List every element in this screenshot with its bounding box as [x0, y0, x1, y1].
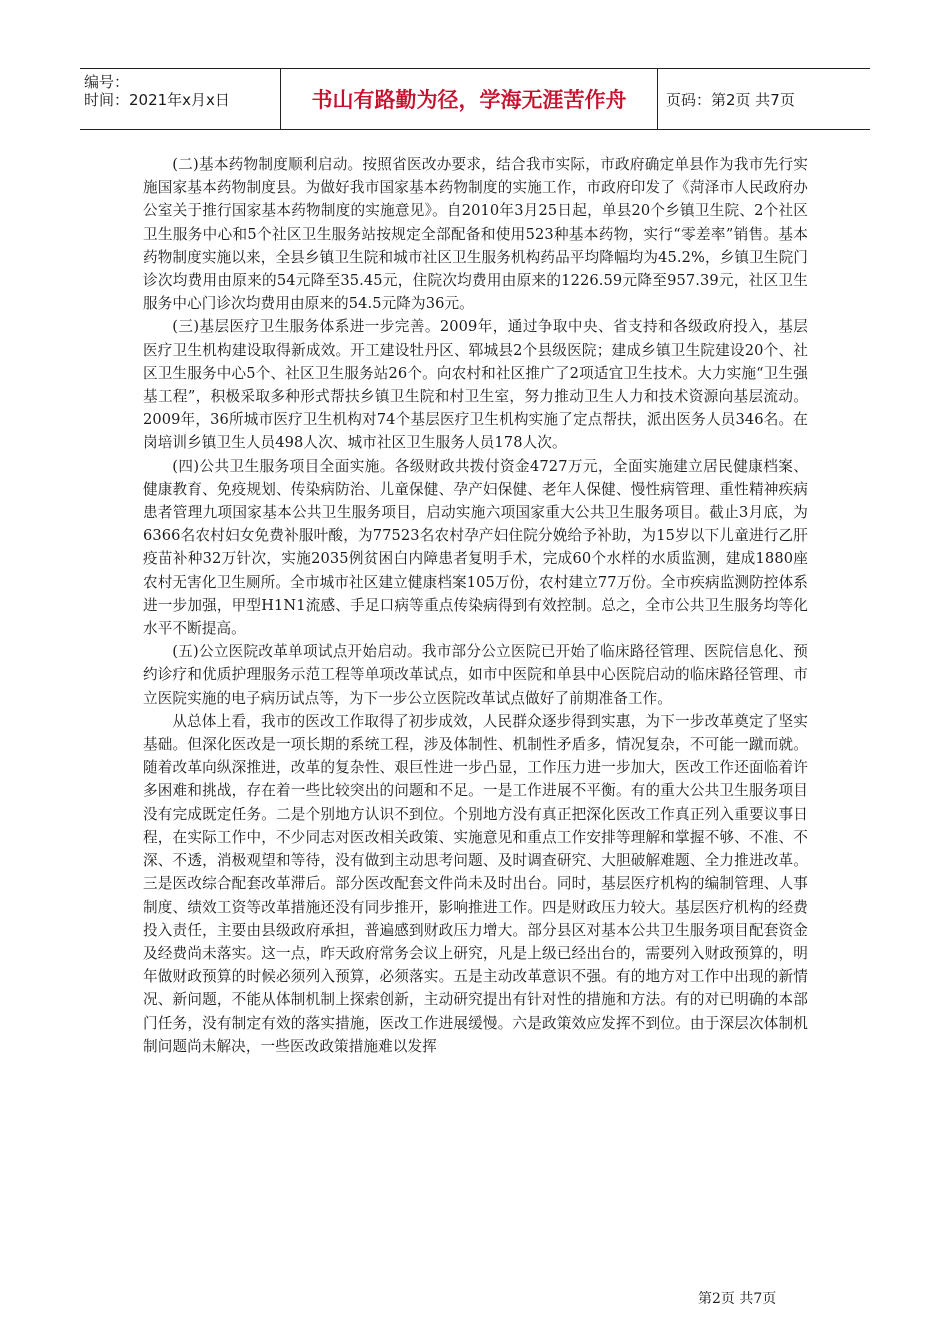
- number-label: 编号：: [84, 73, 130, 91]
- page-header: [80, 68, 870, 130]
- paragraph-overall-summary: 从总体上看，我市的医改工作取得了初步成效，人民群众逐步得到实惠，为下一步改革奠定了坚实基础。但深化医改是一项长期的系统工程，涉及体制性、机制性矛盾多，情况复杂，不可能一蹴而就。随着改革向纵深推进，改革的复杂性、艰巨性进一步凸显，工作压力进一步加大，医改工作还面临着许多困难和挑战，存在着一些比较突出的问题和不足。一是工作进展不平衡。有的重大公共卫生服务项目没有完成既定任务。二是个别地方认识不到位。个别地方没有真正把深化医改工作真正列入重要议事日程，在实际工作中，不少同志对医改相关政策、实施意见和重点工作安排等理解和掌握不够、不准、不深、不透，消极观望和等待，没有做到主动思考问题、及时调查研究、大胆破解难题、全力推进改革。三是医改综合配套改革滞后。部分医改配套文件尚未及时出台。同时，基层医疗机构的编制管理、人事制度、绩效工资等改革措施还没有同步推开，影响推进工作。四是财政压力较大。基层医疗机构的经费投入责任，主要由县级政府承担，普遍感到财政压力增大。部分县区对基本公共卫生服务项目配套资金及经费尚未落实。这一点，昨天政府常务会议上研究，凡是上级已经出台的，需要列入财政预算的，明年做财政预算的时候必须列入预算，必须落实。五是主动改革意识不强。有的地方对工作中出现的新情况、新问题，不能从体制机制上探索创新，主动研究提出有针对性的措施和方法。有的对已明确的本部门任务，没有制定有效的落实措施，医改工作进展缓慢。六是政策效应发挥不到位。由于深层次体制机制问题尚未解决，一些医改政策措施难以发挥: [143, 712, 808, 1055]
- paragraph-basic-drug-system: (二)基本药物制度顺利启动。按照省医改办要求，结合我市实际，市政府确定单县作为我市先行实施国家基本药物制度县。为做好我市国家基本药物制度的实施工作，市政府印发了《菏泽市人民政府办公室关于推行国家基本药物制度的实施意见》。自2010年3月25日起，单县20个乡镇卫生院、2个社区卫生服务中心和5个社区卫生服务站按规定全部配备和使用523种基本药物，实行“零差率”销售。基本药物制度实施以来，全县乡镇卫生院和城市社区卫生服务机构药品平均降幅均为45.2%，乡镇卫生院门诊次均费用由原来的54元降至35.45元，住院次均费用由原来的1226.59元降至957.39元，社区卫生服务中心门诊次均费用由原来的54.5元降为36元。: [143, 156, 808, 313]
- paragraph-public-health-services: (四)公共卫生服务项目全面实施。各级财政共拨付资金4727万元，全面实施建立居民健康档案、健康教育、免疫规划、传染病防治、儿童保健、孕产妇保健、老年人保健、慢性病管理、重性精神疾病患者管理九项国家基本公共卫生服务项目，启动实施六项国家重大公共卫生服务项目。截止3月底，为6366名农村妇女免费补服叶酸，为77523名农村孕产妇住院分娩给予补助，为15岁以下儿童进行乙肝疫苗补种32万针次，实施2035例贫困白内障患者复明手术，完成60个水样的水质监测，建成1880座农村无害化卫生厕所。全市城市社区建立健康档案105万份，农村建立77万份。全市疾病监测防控体系进一步加强，甲型H1N1流感、手足口病等重点传染病得到有效控制。总之，全市公共卫生服务均等化水平不断提高。: [143, 457, 808, 638]
- header-meta: [80, 69, 280, 129]
- paragraph-primary-care-system: (三)基层医疗卫生服务体系进一步完善。2009年，通过争取中央、省支持和各级政府投入，基层医疗卫生机构建设取得新成效。开工建设牡丹区、郓城县2个县级医院；建成乡镇卫生院建设20个、社区卫生服务中心5个、社区卫生服务站26个。向农村和社区推广了2项适宜卫生技术。大力实施“卫生强基工程”，积极采取多种形式帮扶乡镇卫生院和村卫生室，努力推动卫生人力和技术资源向基层流动。2009年，36所城市医疗卫生机构对74个基层医疗卫生机构实施了定点帮扶，派出医务人员346名。在岗培训乡镇卫生人员498人次、城市社区卫生服务人员178人次。: [143, 318, 808, 452]
- header-page-label: 页码：第2页 共7页: [666, 90, 795, 109]
- time-label: 时间：2021年x月x日: [84, 91, 230, 109]
- page-footer: 第2页 共7页: [698, 1291, 777, 1307]
- document-body: [143, 153, 808, 1058]
- paragraph-public-hospital-reform: (五)公立医院改革单项试点开始启动。我市部分公立医院已开始了临床路径管理、医院信息化、预约诊疗和优质护理服务示范工程等单项改革试点，如市中医院和单县中心医院启动的临床路径管理、市立医院实施的电子病历试点等，为下一步公立医院改革试点做好了前期准备工作。: [143, 643, 808, 707]
- header-motto: 书山有路勤为径，学海无涯苦作舟: [280, 69, 658, 129]
